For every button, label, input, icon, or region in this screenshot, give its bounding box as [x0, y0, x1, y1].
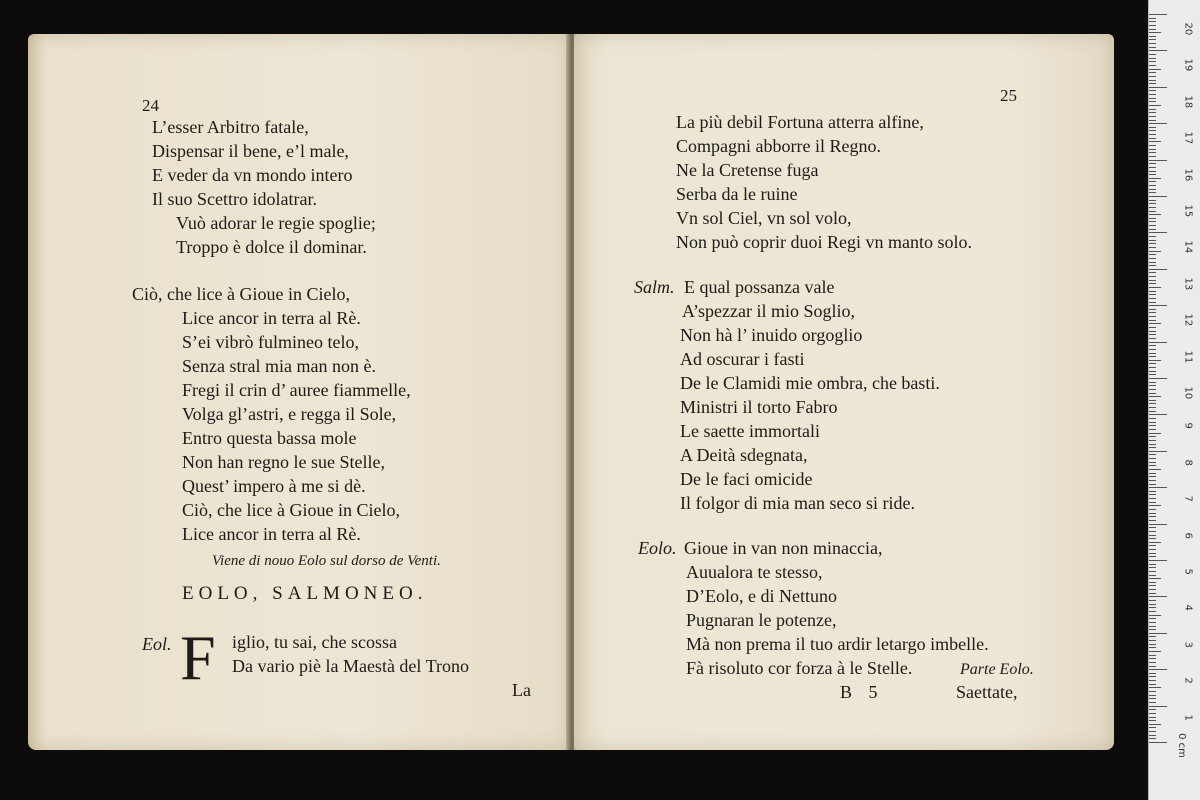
signature-mark: B 5 — [840, 682, 884, 702]
ruler-tick — [1149, 211, 1156, 212]
ruler-number: 15 — [1182, 204, 1194, 218]
verse-line: Da vario piè la Maestà del Trono — [232, 656, 469, 676]
book-spread — [28, 34, 1116, 750]
ruler-tick — [1149, 240, 1156, 241]
ruler-tick — [1149, 174, 1156, 175]
ruler-tick — [1149, 735, 1156, 736]
ruler-tick — [1149, 334, 1156, 335]
ruler-tick — [1149, 80, 1156, 81]
verse-line: Mà non prema il tuo ardir letargo imbelle. — [686, 634, 989, 654]
left-page — [28, 34, 570, 750]
ruler-tick — [1149, 717, 1156, 718]
verse-line: Senza stral mia man non è. — [182, 356, 376, 376]
verse-line: Ministri il torto Fabro — [680, 397, 838, 417]
ruler-tick — [1149, 50, 1167, 51]
ruler-tick — [1149, 160, 1167, 161]
ruler-tick — [1149, 382, 1156, 383]
ruler-tick — [1149, 247, 1156, 248]
verse-line: E veder da vn mondo intero — [152, 165, 353, 185]
ruler-tick — [1149, 596, 1167, 597]
verse-line: Ne la Cretense fuga — [676, 160, 819, 180]
ruler-tick — [1149, 403, 1156, 404]
verse-line: La più debil Fortuna atterra alfine, — [676, 112, 924, 132]
ruler-tick — [1149, 39, 1156, 40]
ruler-tick — [1149, 167, 1156, 168]
ruler-tick — [1149, 258, 1156, 259]
ruler-tick — [1149, 280, 1156, 281]
ruler-tick — [1149, 633, 1167, 634]
ruler-tick — [1149, 65, 1156, 66]
ruler-tick — [1149, 666, 1156, 667]
ruler-tick — [1149, 316, 1156, 317]
ruler-number: 12 — [1182, 313, 1194, 327]
ruler-tick — [1149, 658, 1156, 659]
verse-line: Auualora te stesso, — [686, 562, 823, 582]
ruler-tick — [1149, 422, 1156, 423]
ruler-tick — [1149, 469, 1161, 470]
ruler-tick — [1149, 149, 1156, 150]
ruler-number: 13 — [1182, 277, 1194, 291]
ruler-tick — [1149, 560, 1167, 561]
ruler-tick — [1149, 345, 1156, 346]
ruler-tick — [1149, 585, 1156, 586]
ruler-tick — [1149, 651, 1161, 652]
ruler-tick — [1149, 200, 1156, 201]
ruler-tick — [1149, 353, 1156, 354]
ruler-tick — [1149, 112, 1156, 113]
ruler-tick — [1149, 440, 1156, 441]
ruler-tick — [1149, 618, 1156, 619]
ruler-tick — [1149, 98, 1156, 99]
verse-line: De le Clamidi mie ombra, che basti. — [680, 373, 940, 393]
verse-line: Quest’ impero à me si dè. — [182, 476, 366, 496]
verse-line: Non hà l’ inuido orgoglio — [680, 325, 863, 345]
ruler-number: 17 — [1182, 131, 1194, 145]
ruler-tick — [1149, 720, 1156, 721]
ruler-tick — [1149, 589, 1156, 590]
ruler-tick — [1149, 127, 1156, 128]
ruler-tick — [1149, 36, 1156, 37]
ruler-tick — [1149, 513, 1156, 514]
ruler-tick — [1149, 378, 1167, 379]
ruler-tick — [1149, 25, 1156, 26]
ruler-tick — [1149, 232, 1167, 233]
ruler-number: 14 — [1182, 240, 1194, 254]
ruler-tick — [1149, 567, 1156, 568]
speaker-label: Salm. — [634, 277, 675, 297]
ruler-tick — [1149, 626, 1156, 627]
ruler-tick — [1149, 524, 1167, 525]
ruler-tick — [1149, 309, 1156, 310]
verse-line: Non può coprir duoi Regi vn manto solo. — [676, 232, 972, 252]
ruler-tick — [1149, 385, 1156, 386]
ruler-tick — [1149, 516, 1156, 517]
page-number: 24 — [142, 96, 159, 115]
verse-line: Lice ancor in terra al Rè. — [182, 308, 361, 328]
ruler-tick — [1149, 32, 1161, 33]
verse-line: Fregi il crin d’ auree fiammelle, — [182, 380, 411, 400]
ruler-tick — [1149, 69, 1161, 70]
ruler-tick — [1149, 418, 1156, 419]
verse-line: A Deità sdegnata, — [680, 445, 808, 465]
ruler-tick — [1149, 640, 1156, 641]
ruler-tick — [1149, 269, 1167, 270]
ruler-tick — [1149, 134, 1156, 135]
verse-line: Gioue in van non minaccia, — [684, 538, 883, 558]
ruler-number: 6 — [1182, 532, 1194, 539]
exit-note: Parte Eolo. — [960, 661, 1034, 678]
verse-line: D’Eolo, e di Nettuno — [686, 586, 837, 606]
ruler-tick — [1149, 687, 1161, 688]
ruler-tick — [1149, 564, 1156, 565]
ruler-tick — [1149, 542, 1161, 543]
ruler-tick — [1149, 58, 1156, 59]
verse-line: Ad oscurar i fasti — [680, 349, 805, 369]
ruler-tick — [1149, 189, 1156, 190]
ruler-tick — [1149, 47, 1156, 48]
ruler-tick — [1149, 604, 1156, 605]
ruler-tick — [1149, 145, 1156, 146]
measuring-ruler — [1148, 0, 1200, 800]
ruler-tick — [1149, 702, 1156, 703]
ruler-tick — [1149, 207, 1156, 208]
ruler-number: 8 — [1182, 459, 1194, 466]
verse-line: Entro questa bassa mole — [182, 428, 357, 448]
ruler-tick — [1149, 371, 1156, 372]
ruler-tick — [1149, 600, 1156, 601]
ruler-tick — [1149, 684, 1156, 685]
ruler-tick — [1149, 287, 1161, 288]
ruler-tick — [1149, 425, 1156, 426]
ruler-tick — [1149, 389, 1156, 390]
ruler-tick — [1149, 731, 1156, 732]
verse-line: Dispensar il bene, e’l male, — [152, 141, 349, 161]
ruler-tick — [1149, 396, 1161, 397]
ruler-tick — [1149, 367, 1156, 368]
ruler-tick — [1149, 265, 1156, 266]
ruler-tick — [1149, 400, 1156, 401]
verse-line: Pugnaran le potenze, — [686, 610, 837, 630]
verse-line: Vuò adorar le regie spoglie; — [176, 213, 376, 233]
speaker-label: Eolo. — [638, 538, 677, 558]
ruler-tick — [1149, 374, 1156, 375]
ruler-tick — [1149, 480, 1156, 481]
ruler-tick — [1149, 141, 1161, 142]
ruler-tick — [1149, 727, 1156, 728]
ruler-tick — [1149, 636, 1156, 637]
ruler-tick — [1149, 225, 1156, 226]
catchword: La — [512, 680, 531, 700]
ruler-tick — [1149, 644, 1156, 645]
ruler-number: 19 — [1182, 58, 1194, 72]
ruler-tick — [1149, 531, 1156, 532]
ruler-tick — [1149, 130, 1156, 131]
ruler-number: 1 — [1182, 714, 1194, 721]
ruler-tick — [1149, 302, 1156, 303]
ruler-tick — [1149, 87, 1167, 88]
ruler-tick — [1149, 520, 1156, 521]
ruler-tick — [1149, 294, 1156, 295]
ruler-tick — [1149, 229, 1156, 230]
ruler-tick — [1149, 76, 1156, 77]
ruler-tick — [1149, 203, 1156, 204]
ruler-tick — [1149, 163, 1156, 164]
ruler-tick — [1149, 451, 1167, 452]
ruler-tick — [1149, 502, 1156, 503]
ruler-tick — [1149, 356, 1156, 357]
ruler-tick — [1149, 738, 1156, 739]
right-page — [574, 34, 1114, 750]
ruler-tick — [1149, 320, 1156, 321]
ruler-tick — [1149, 14, 1167, 15]
ruler-tick — [1149, 622, 1156, 623]
ruler-tick — [1149, 116, 1156, 117]
ruler-number: 20 — [1182, 22, 1194, 36]
ruler-tick — [1149, 178, 1161, 179]
verse-line: Volga gl’astri, e regga il Sole, — [182, 404, 397, 424]
ruler-tick — [1149, 484, 1156, 485]
ruler-tick — [1149, 444, 1156, 445]
ruler-tick — [1149, 615, 1161, 616]
ruler-tick — [1149, 349, 1156, 350]
ruler-number: 18 — [1182, 95, 1194, 109]
ruler-tick — [1149, 458, 1156, 459]
ruler-number: 16 — [1182, 168, 1194, 181]
ruler-tick — [1149, 436, 1156, 437]
ruler-tick — [1149, 196, 1167, 197]
ruler-tick — [1149, 676, 1156, 677]
ruler-tick — [1149, 105, 1161, 106]
ruler-tick — [1149, 695, 1156, 696]
ruler-tick — [1149, 21, 1156, 22]
verse-line: A’spezzar il mio Soglio, — [682, 301, 855, 321]
verse-line: Compagni abborre il Regno. — [676, 136, 881, 156]
ruler-tick — [1149, 83, 1156, 84]
ruler-tick — [1149, 152, 1156, 153]
ruler-tick — [1149, 171, 1156, 172]
verse-line: Ciò, che lice à Gioue in Cielo, — [132, 284, 350, 304]
ruler-unit: 0 cm — [1175, 733, 1187, 758]
ruler-tick — [1149, 327, 1156, 328]
ruler-tick — [1149, 556, 1156, 557]
ruler-tick — [1149, 90, 1156, 91]
ruler-tick — [1149, 742, 1167, 743]
ruler-tick — [1149, 527, 1156, 528]
ruler-tick — [1149, 251, 1161, 252]
verse-line: Serba da le ruine — [676, 184, 798, 204]
verse-line: Non han regno le sue Stelle, — [182, 452, 385, 472]
ruler-tick — [1149, 473, 1156, 474]
ruler-tick — [1149, 647, 1156, 648]
ruler-tick — [1149, 491, 1156, 492]
drop-cap: F — [180, 622, 216, 693]
ruler-tick — [1149, 593, 1156, 594]
ruler-tick — [1149, 549, 1156, 550]
ruler-number: 5 — [1182, 568, 1194, 575]
ruler-number: 10 — [1182, 386, 1194, 400]
ruler-tick — [1149, 363, 1156, 364]
ruler-tick — [1149, 221, 1156, 222]
speaker-label: Eol. — [142, 634, 172, 654]
verse-line: E qual possanza vale — [684, 277, 835, 297]
ruler-tick — [1149, 509, 1156, 510]
verse-line: Lice ancor in terra al Rè. — [182, 524, 361, 544]
ruler-tick — [1149, 236, 1156, 237]
stage-direction: Viene di nouo Eolo sul dorso de Venti. — [212, 553, 441, 569]
ruler-tick — [1149, 462, 1156, 463]
ruler-number: 9 — [1182, 422, 1194, 430]
ruler-tick — [1149, 611, 1156, 612]
ruler-number: 3 — [1182, 641, 1194, 648]
ruler-tick — [1149, 414, 1167, 415]
ruler-tick — [1149, 724, 1161, 725]
ruler-tick — [1149, 338, 1156, 339]
ruler-tick — [1149, 575, 1156, 576]
ruler-tick — [1149, 312, 1156, 313]
ruler-tick — [1149, 429, 1156, 430]
ruler-tick — [1149, 571, 1156, 572]
ruler-tick — [1149, 18, 1156, 19]
verse-line: Il suo Scettro idolatrar. — [152, 189, 317, 209]
ruler-tick — [1149, 43, 1156, 44]
ruler-tick — [1149, 192, 1156, 193]
ruler-tick — [1149, 61, 1156, 62]
ruler-tick — [1149, 214, 1161, 215]
ruler-tick — [1149, 120, 1156, 121]
ruler-tick — [1149, 101, 1156, 102]
verse-line: Ciò, che lice à Gioue in Cielo, — [182, 500, 400, 520]
ruler-tick — [1149, 706, 1167, 707]
ruler-tick — [1149, 393, 1156, 394]
ruler-number: 2 — [1182, 677, 1194, 685]
ruler-tick — [1149, 578, 1161, 579]
ruler-tick — [1149, 331, 1156, 332]
ruler-tick — [1149, 243, 1156, 244]
ruler-tick — [1149, 433, 1161, 434]
ruler-tick — [1149, 545, 1156, 546]
ruler-tick — [1149, 454, 1156, 455]
verse-line: Le saette immortali — [680, 421, 820, 441]
verse-line: Il folgor di mia man seco si ride. — [680, 493, 915, 513]
ruler-tick — [1149, 360, 1161, 361]
verse-line: iglio, tu sai, che scossa — [232, 632, 397, 652]
ruler-tick — [1149, 283, 1156, 284]
ruler-tick — [1149, 323, 1161, 324]
scene-heading: EOLO, SALMONEO. — [182, 583, 428, 604]
ruler-tick — [1149, 156, 1156, 157]
ruler-tick — [1149, 709, 1156, 710]
ruler-tick — [1149, 505, 1161, 506]
ruler-number: 7 — [1182, 495, 1194, 503]
ruler-tick — [1149, 272, 1156, 273]
ruler-tick — [1149, 607, 1156, 608]
ruler-tick — [1149, 181, 1156, 182]
ruler-tick — [1149, 669, 1167, 670]
ruler-tick — [1149, 538, 1156, 539]
ruler-number: 11 — [1182, 350, 1194, 363]
page-number: 25 — [1000, 86, 1017, 105]
verse-line: Vn sol Ciel, vn sol volo, — [676, 208, 852, 228]
ruler-tick — [1149, 494, 1156, 495]
ruler-number: 4 — [1182, 604, 1194, 612]
ruler-tick — [1149, 487, 1167, 488]
verse-line: S’ei vibrò fulmineo telo, — [182, 332, 359, 352]
ruler-tick — [1149, 447, 1156, 448]
ruler-tick — [1149, 262, 1156, 263]
ruler-tick — [1149, 94, 1156, 95]
ruler-tick — [1149, 276, 1156, 277]
ruler-tick — [1149, 342, 1167, 343]
ruler-tick — [1149, 535, 1156, 536]
verse-line: Fà risoluto cor forza à le Stelle. — [686, 658, 913, 678]
ruler-tick — [1149, 218, 1156, 219]
ruler-tick — [1149, 673, 1156, 674]
ruler-tick — [1149, 476, 1156, 477]
ruler-tick — [1149, 138, 1156, 139]
ruler-tick — [1149, 185, 1156, 186]
ruler-tick — [1149, 629, 1156, 630]
ruler-tick — [1149, 305, 1167, 306]
ruler-tick — [1149, 553, 1156, 554]
ruler-tick — [1149, 713, 1156, 714]
ruler-tick — [1149, 680, 1156, 681]
ruler-tick — [1149, 407, 1156, 408]
ruler-tick — [1149, 291, 1156, 292]
ruler-tick — [1149, 582, 1156, 583]
ruler-tick — [1149, 662, 1156, 663]
ruler-tick — [1149, 254, 1156, 255]
ruler-tick — [1149, 655, 1156, 656]
verse-line: De le faci omicide — [680, 469, 813, 489]
ruler-tick — [1149, 691, 1156, 692]
ruler-tick — [1149, 123, 1167, 124]
verse-line: Troppo è dolce il dominar. — [176, 237, 367, 257]
ruler-tick — [1149, 698, 1156, 699]
ruler-tick — [1149, 298, 1156, 299]
ruler-tick — [1149, 498, 1156, 499]
ruler-tick — [1149, 465, 1156, 466]
catchword: Saettate, — [956, 682, 1018, 702]
ruler-tick — [1149, 109, 1156, 110]
ruler-tick — [1149, 411, 1156, 412]
ruler-tick — [1149, 29, 1156, 30]
ruler-tick — [1149, 54, 1156, 55]
verse-line: L’esser Arbitro fatale, — [152, 117, 309, 137]
ruler-tick — [1149, 72, 1156, 73]
